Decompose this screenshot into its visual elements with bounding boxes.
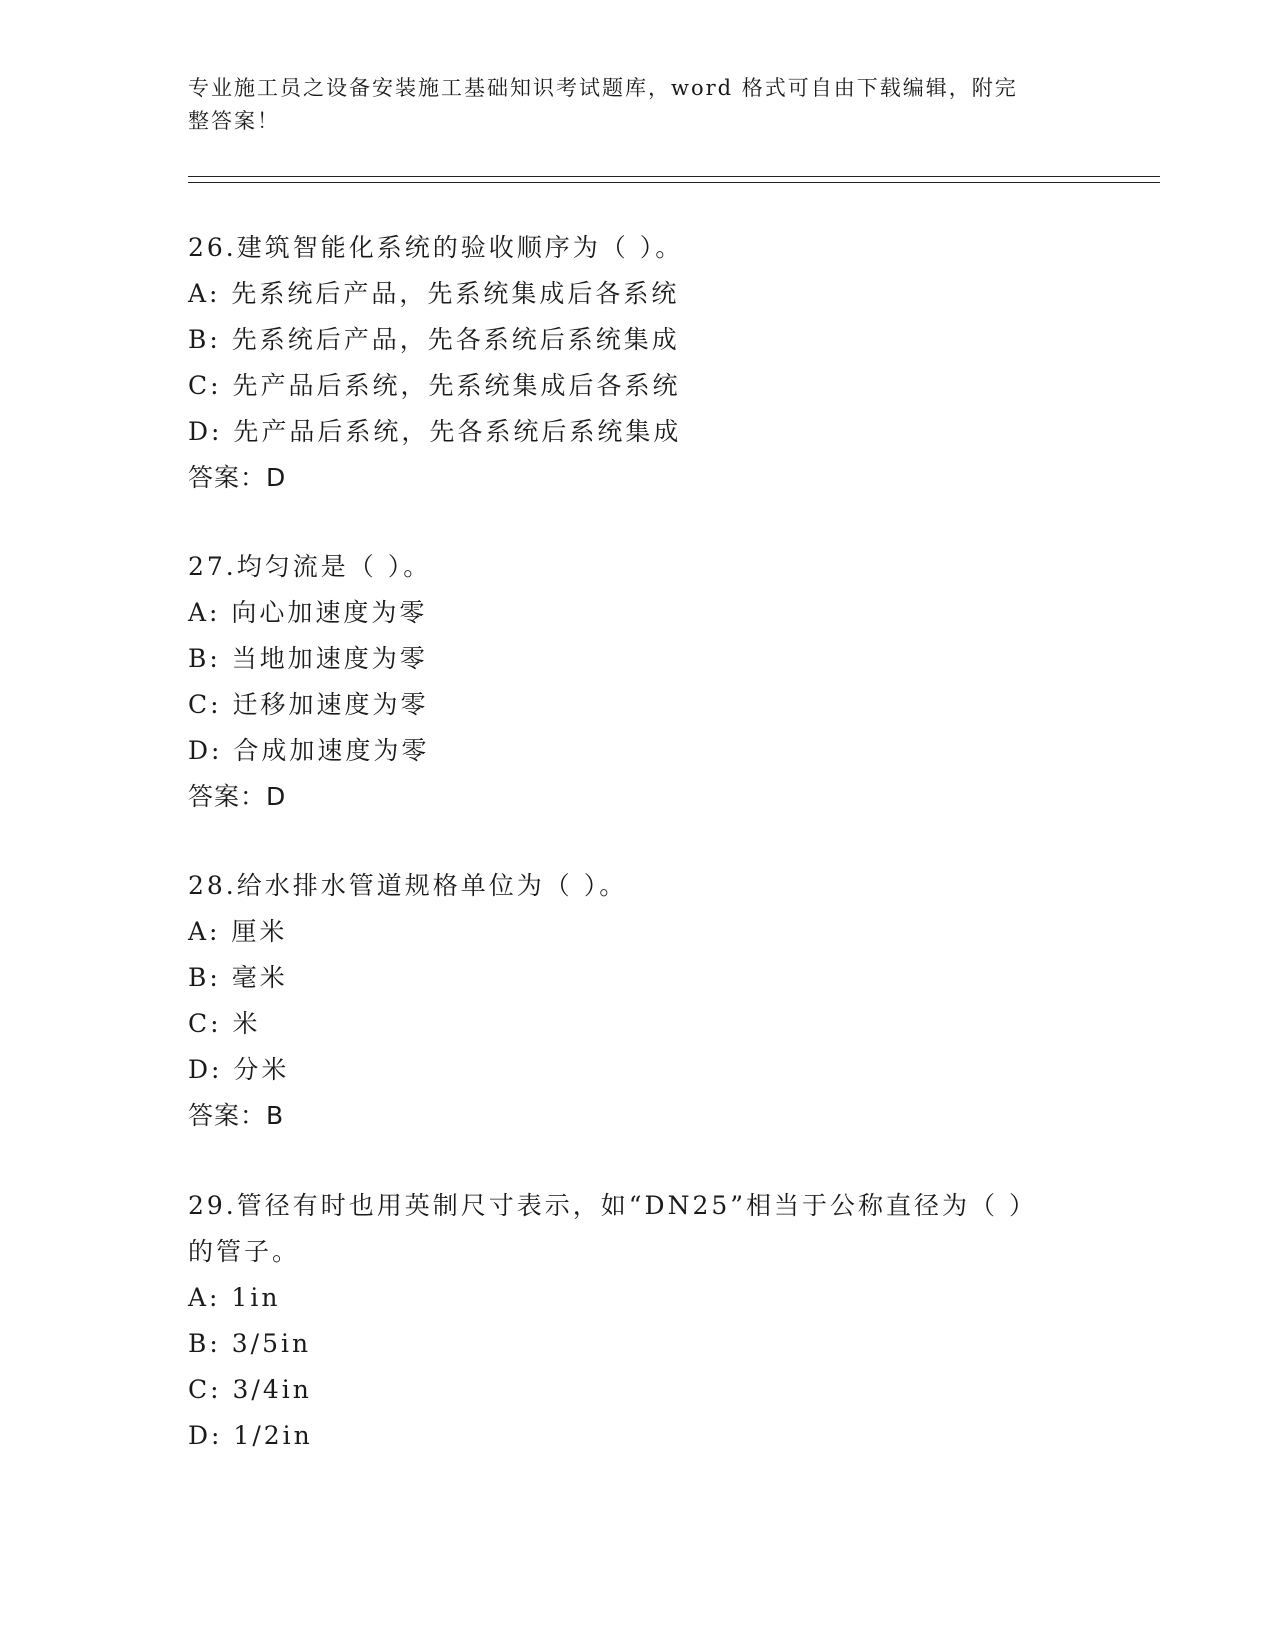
option-b: B: 3/5in [188,1329,312,1358]
option-d: D: 先产品后系统，先各系统后系统集成 [188,417,682,446]
option-d: D: 分米 [188,1055,290,1084]
option-d: D: 合成加速度为零 [188,736,430,765]
answer: 答案：B [188,1101,285,1130]
option-b: B: 毫米 [188,963,288,992]
option-c: C: 米 [188,1009,261,1038]
header-divider-top [188,176,1160,177]
question-27 [188,544,1088,820]
question-stem: 26.建筑智能化系统的验收顺序为（ ）。 [188,233,684,262]
header-line-2: 整答案！ [188,109,280,133]
question-26 [188,225,1088,501]
option-a: A: 向心加速度为零 [188,598,428,627]
option-b: B: 当地加速度为零 [188,644,428,673]
question-stem: 28.给水排水管道规格单位为（ ）。 [188,871,628,900]
header-divider-bottom [188,182,1160,183]
question-stem: 27.均匀流是（ ）。 [188,552,432,581]
option-a: A: 1in [188,1283,281,1312]
option-a: A: 先系统后产品，先系统集成后各系统 [188,279,680,308]
question-stem-line-1: 29.管径有时也用英制尺寸表示，如“DN25”相当于公称直径为（ ） [188,1191,1037,1220]
option-c: C: 先产品后系统，先系统集成后各系统 [188,371,681,400]
header-line-1: 专业施工员之设备安装施工基础知识考试题库，word 格式可自由下载编辑，附完 [188,76,1018,100]
option-c: C: 迁移加速度为零 [188,690,429,719]
question-29 [188,1183,1088,1459]
document-header [188,72,1068,138]
answer: 答案：D [188,463,287,492]
option-b: B: 先系统后产品，先各系统后系统集成 [188,325,680,354]
option-a: A: 厘米 [188,917,288,946]
question-28 [188,863,1088,1139]
answer: 答案：D [188,782,287,811]
option-d: D: 1/2in [188,1421,313,1450]
option-c: C: 3/4in [188,1375,312,1404]
question-stem-line-2: 的管子。 [188,1237,301,1266]
